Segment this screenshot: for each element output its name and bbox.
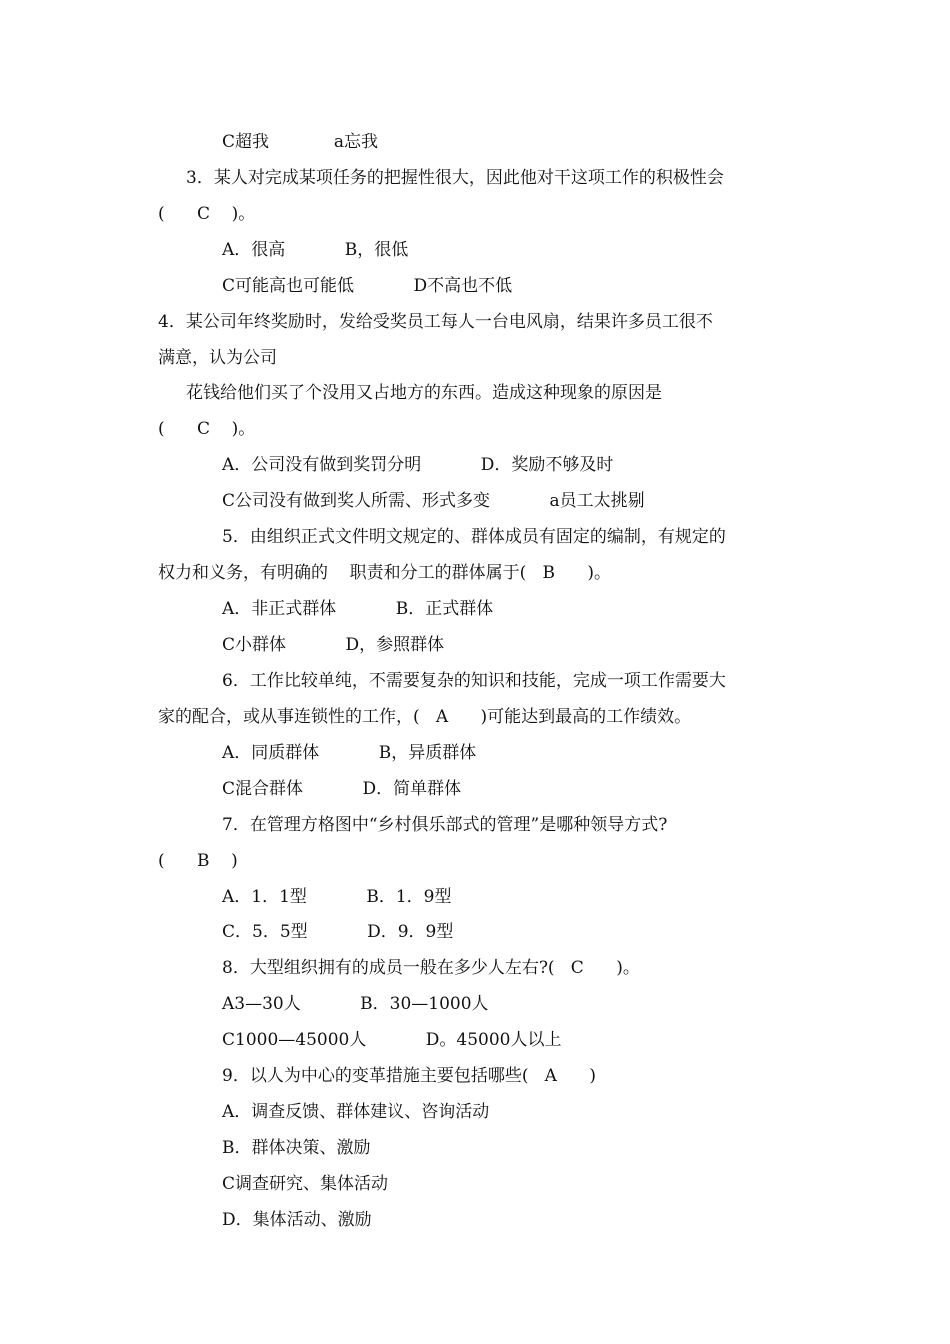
question-3-options-cd: C可能高也可能低 D不高也不低 <box>222 276 513 296</box>
question-9-option-c: C调查研究、集体活动 <box>222 1174 389 1194</box>
question-9-text: 9．以人为中心的变革措施主要包括哪些( A ) <box>222 1066 596 1086</box>
question-3-text: 3．某人对完成某项任务的把握性很大，因此他对干这项工作的积极性会 <box>186 168 724 188</box>
question-5-text-cont: 权力和义务，有明确的 职责和分工的群体属于( B )。 <box>158 563 612 583</box>
question-4-options-ad: A．公司没有做到奖罚分明 D．奖励不够及时 <box>222 455 614 475</box>
question-3-answer: ( C )。 <box>158 204 256 224</box>
question-8-options-cd: C1000—45000人 D。45000人以上 <box>222 1030 562 1050</box>
question-4-text: 4．某公司年终奖励时，发给受奖员工每人一台电风扇，结果许多员工很不 <box>158 312 713 332</box>
question-7-text: 7．在管理方格图中“乡村俱乐部式的管理”是哪种领导方式? <box>222 815 668 835</box>
question-4-answer: ( C )。 <box>158 419 256 439</box>
question-6-options-ab: A．同质群体 B，异质群体 <box>222 743 477 763</box>
question-9-option-b: B．群体决策、激励 <box>222 1138 371 1158</box>
question-4-options-ca: C公司没有做到奖人所需、形式多变 a员工太挑剔 <box>222 491 645 511</box>
question-6-text-cont: 家的配合，或从事连锁性的工作，( A )可能达到最高的工作绩效。 <box>158 707 692 727</box>
question-7-options-cd: C．5．5型 D．9．9型 <box>222 922 454 942</box>
question-5-options-cd: C小群体 D，参照群体 <box>222 635 445 655</box>
question-3-options-ab: A．很高 B，很低 <box>222 240 409 260</box>
question-4-text-cont2: 花钱给他们买了个没用又占地方的东西。造成这种现象的原因是 <box>186 383 662 403</box>
question-7-options-ab: A．1．1型 B．1．9型 <box>222 887 452 907</box>
question-9-option-d: D．集体活动、激励 <box>222 1210 372 1230</box>
question-5-options-ab: A．非正式群体 B．正式群体 <box>222 599 494 619</box>
question-8-text: 8．大型组织拥有的成员一般在多少人左右?( C )。 <box>222 958 640 978</box>
question-4-text-cont: 满意，认为公司 <box>158 348 277 368</box>
question-9-option-a: A．调查反馈、群体建议、咨询活动 <box>222 1102 490 1122</box>
question-8-options-ab: A3—30人 B．30—1000人 <box>222 994 489 1014</box>
question-7-answer: ( B ) <box>158 851 238 871</box>
question-5-text: 5．由组织正式文件明文规定的、群体成员有固定的编制，有规定的 <box>222 527 726 547</box>
question-6-options-cd: C混合群体 D．简单群体 <box>222 779 462 799</box>
question-6-text: 6．工作比较单纯，不需要复杂的知识和技能，完成一项工作需要大 <box>222 671 726 691</box>
answer-options-line: C超我 a忘我 <box>222 132 378 152</box>
